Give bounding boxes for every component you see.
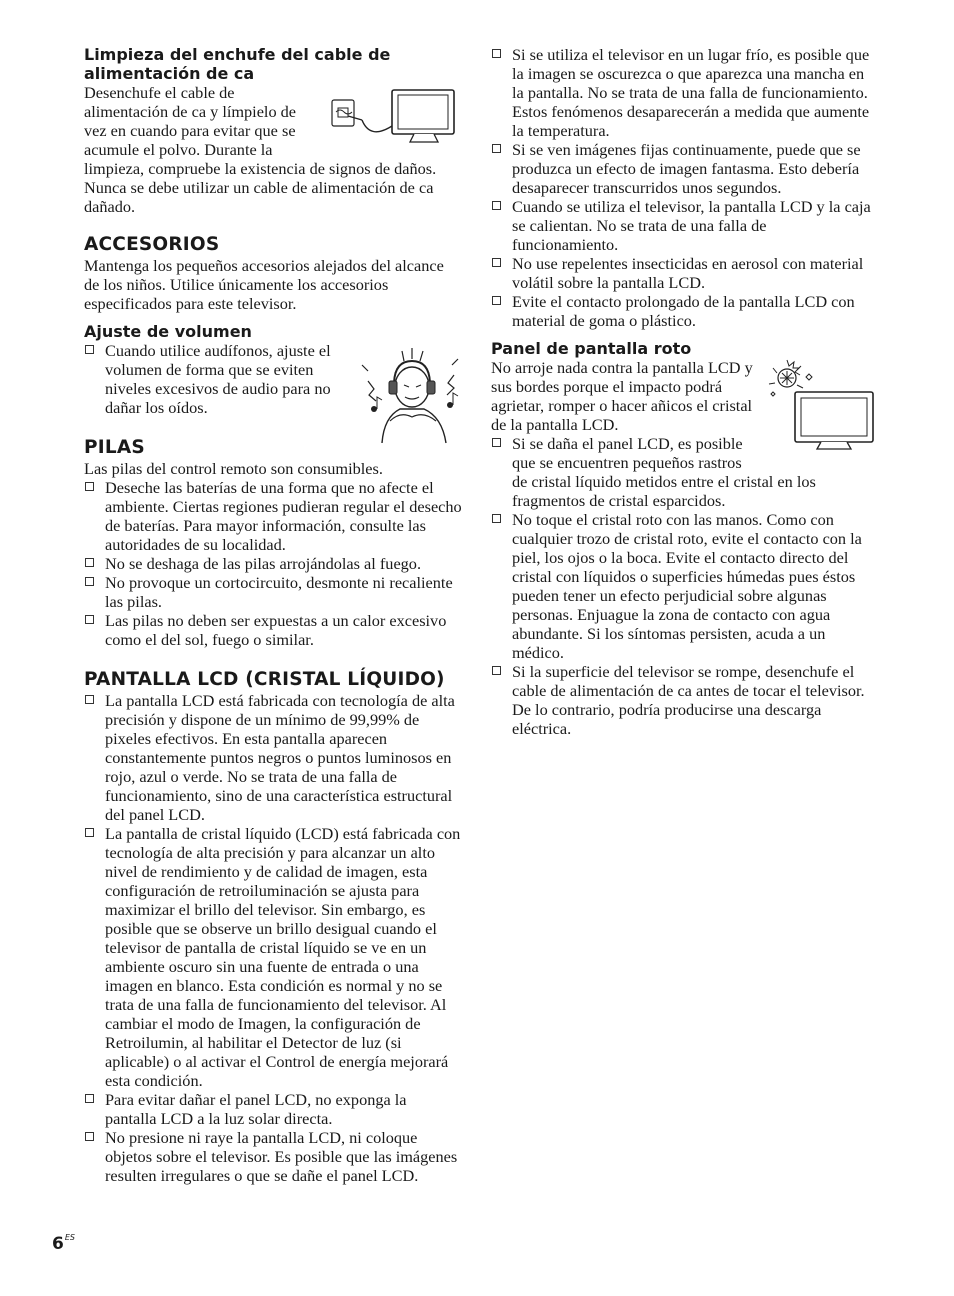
- checkbox-bullet-icon: [85, 615, 94, 624]
- checkbox-bullet-icon: [492, 666, 501, 675]
- list-item: No use repelentes insecticidas en aerosol con material volátil sobre la pantalla LCD.: [491, 254, 871, 292]
- volume-heading: Ajuste de volumen: [84, 322, 252, 341]
- list-item: La pantalla LCD está fabricada con tecnología de alta precisión y dispone de un mínimo de 99,99% de pixeles efectivos. En esta pantalla aparecen constantemente puntos negros o puntos luminosos en rojo, azul o verde. No se trata de una falla de funcionamiento, sino de una característica estructural del panel LCD.: [84, 691, 462, 824]
- list-item: Si la superficie del televisor se rompe, desenchufe el cable de alimentación de ca antes de tocar el televisor. De lo contrario, podría producirse una descarga eléctrica.: [491, 662, 871, 738]
- checkbox-bullet-icon: [85, 1132, 94, 1141]
- batteries-intro: Las pilas del control remoto son consumibles.: [84, 459, 383, 478]
- broken-panel-heading: Panel de pantalla roto: [491, 339, 692, 358]
- checkbox-bullet-icon: [492, 258, 501, 267]
- lcd-heading: PANTALLA LCD (CRISTAL LÍQUIDO): [84, 669, 445, 690]
- checkbox-bullet-icon: [85, 577, 94, 586]
- list-item: Para evitar dañar el panel LCD, no exponga la pantalla LCD a la luz solar directa.: [84, 1090, 462, 1128]
- batteries-heading: PILAS: [84, 437, 145, 458]
- checkbox-bullet-icon: [85, 1094, 94, 1103]
- list-item: Evite el contacto prolongado de la pantalla LCD con material de goma o plástico.: [491, 292, 871, 330]
- list-item: Cuando se utiliza el televisor, la pantalla LCD y la caja se calientan. No se trata de una falla de funcionamiento.: [491, 197, 871, 254]
- checkbox-bullet-icon: [492, 296, 501, 305]
- accessories-heading: ACCESORIOS: [84, 234, 220, 255]
- batteries-section: [84, 437, 462, 649]
- accessories-body: Mantenga los pequeños accesorios alejados del alcance de los niños. Utilice únicamente los accesorios especificados para este televisor.: [84, 256, 444, 313]
- list-item: Las pilas no deben ser expuestas a un calor excesivo como el del sol, fuego o similar.: [84, 611, 462, 649]
- volume-list: [84, 341, 462, 417]
- checkbox-bullet-icon: [85, 828, 94, 837]
- tv-plug-cleaning-icon: [326, 86, 462, 152]
- list-item: Si se utiliza el televisor en un lugar frío, es posible que la imagen se oscurezca o que aparezca una mancha en la pantalla. No se trata de una falla de funcionamiento. Estos fenómenos desaparecerán a medida que aumente la temperatura.: [491, 45, 871, 140]
- checkbox-bullet-icon: [492, 201, 501, 210]
- list-item: No se deshaga de las pilas arrojándolas al fuego.: [84, 554, 462, 573]
- checkbox-bullet-icon: [492, 144, 501, 153]
- list-item: No toque el cristal roto con las manos. Como con cualquier trozo de cristal roto, evite el contacto con la piel, los ojos o la boca. Evite el contacto directo del cristal con líquidos o superficies húmedas pues éstos pueden tener un efecto perjudicial sobre algunas personas. Enjuague la zona de contacto con agua abundante. Si los síntomas persisten, acuda a un médico.: [491, 510, 871, 662]
- checkbox-bullet-icon: [492, 514, 501, 523]
- list-item: No presione ni raye la pantalla LCD, ni coloque objetos sobre el televisor. Es posible que las imágenes resulten irregulares o que se dañe el panel LCD.: [84, 1128, 462, 1185]
- left-column: [84, 45, 462, 1185]
- broken-panel-section: [491, 339, 871, 738]
- checkbox-bullet-icon: [492, 49, 501, 58]
- list-item: Si se ven imágenes fijas continuamente, puede que se produzca un efecto de imagen fantasma. Esto debería desaparecer transcurridos unos segundos.: [491, 140, 871, 197]
- lcd-section: [84, 669, 462, 1185]
- list-item: Si se daña el panel LCD, es posible que se encuentren pequeños rastros de cristal líquido metidos entre el cristal en los fragmentos de cristal esparcidos.: [491, 434, 871, 510]
- volume-section: [84, 322, 462, 417]
- list-item: La pantalla de cristal líquido (LCD) está fabricada con tecnología de alta precisión y para alcanzar un alto nivel de rendimiento y de calidad de imagen, esta configuración de retroiluminación se ajusta para maximizar el brillo del televisor. Sin embargo, es posible que se observe un brillo desigual cuando el televisor de pantalla de cristal líquido se ve en un ambiente oscuro sin una fuente de entrada o una imagen en blanco. Esta condición es normal y no se trata de una falla de funcionamiento del televisor. Al cambiar el modo de Imagen, la configuración de Retroilumin, al habilitar el Detector de luz (si aplicable) o al activar el Control de energía mejorará esta condición.: [84, 824, 462, 1090]
- list-item: Deseche las baterías de una forma que no afecte el ambiente. Ciertas regiones pudieran regular el desecho de baterías. Para mayor información, consulte las autoridades de su localidad.: [84, 478, 462, 554]
- checkbox-bullet-icon: [85, 345, 94, 354]
- list-item: No provoque un cortocircuito, desmonte ni recaliente las pilas.: [84, 573, 462, 611]
- right-column: [491, 45, 871, 738]
- lcd-list: [84, 691, 462, 1185]
- checkbox-bullet-icon: [85, 482, 94, 491]
- accessories-section: [84, 234, 462, 313]
- list-item: Cuando utilice audífonos, ajuste el volumen de forma que se eviten niveles excesivos de audio para no dañar los oídos.: [84, 341, 462, 417]
- lcd-continued-list: [491, 45, 871, 330]
- broken-panel-list: [491, 434, 871, 738]
- lcd-continued-section: [491, 45, 871, 330]
- plug-cleaning-section: [84, 45, 462, 216]
- checkbox-bullet-icon: [85, 695, 94, 704]
- plug-cleaning-title: Limpieza del enchufe del cable de alimentación de ca: [84, 45, 391, 83]
- language-code: ES: [64, 1233, 75, 1242]
- page-number: $6^{ES}$: [52, 1233, 75, 1254]
- broken-panel-intro: No arroje nada contra la pantalla LCD y sus bordes porque el impacto podrá agrietar, romper o hacer añicos el cristal de la pantalla LCD.: [491, 358, 753, 434]
- plug-cleaning-body: Desenchufe el cable de alimentación de ca y límpielo de vez en cuando para evitar que se acumule el polvo. Durante la limpieza, compruebe la existencia de signos de daños. Nunca se debe utilizar un cable de alimentación de ca dañado.: [84, 83, 437, 216]
- checkbox-bullet-icon: [85, 558, 94, 567]
- checkbox-bullet-icon: [492, 438, 501, 447]
- batteries-list: [84, 478, 462, 649]
